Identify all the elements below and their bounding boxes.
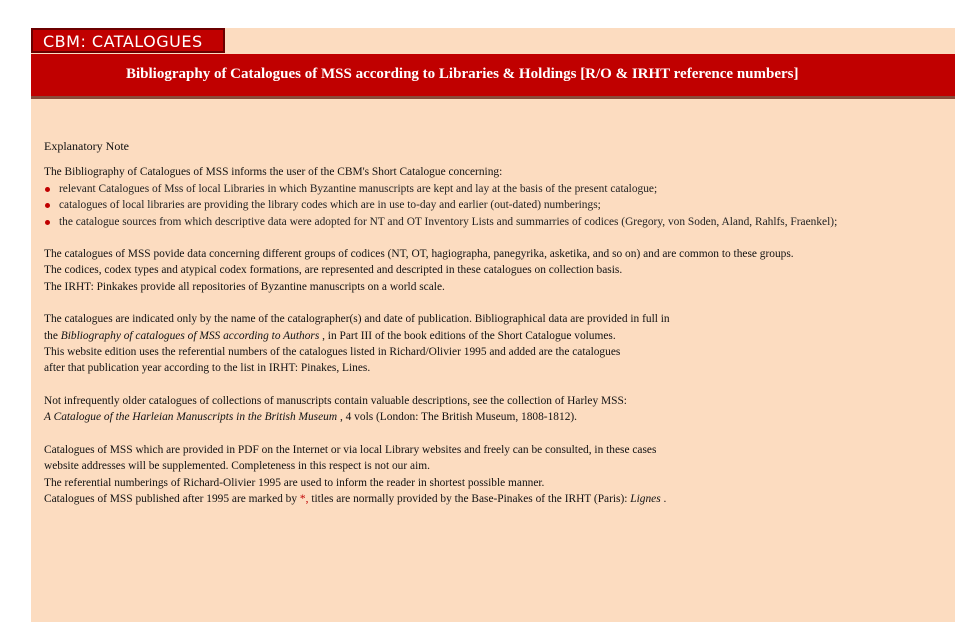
section-label-box [31, 28, 225, 53]
bullet-text: relevant Catalogues of Mss of local Libraries in which Byzantine manuscripts are kept and lay at the basis of the present catalogue; [59, 182, 658, 195]
bullet-text: the catalogue sources from which descriptive data were adopted for NT and OT Inventory Lists and summarries of codices (Gregory, von Soden, Aland, Rahlfs, Fraenkel); [59, 215, 838, 228]
text-span: titles are normally provided by the Base-Pinakes of the IRHT (Paris): [308, 492, 631, 505]
paragraph-line: The IRHT: Pinkakes provide all repositories of Byzantine manuscripts on a world scale. [44, 280, 445, 293]
paragraph-line: Not infrequently older catalogues of collections of manuscripts contain valuable descriptions, see the collection of Harley MSS: [44, 394, 627, 407]
paragraph-line [44, 491, 944, 507]
bullet-item [44, 197, 944, 213]
intro-text: The Bibliography of Catalogues of MSS informs the user of the CBM's Short Catalogue concerning: [44, 166, 503, 179]
text-span: , 4 vols (London: The British Museum, 1808-1812). [337, 411, 578, 424]
bullet-item [44, 214, 944, 230]
book-title: Bibliography of catalogues of MSS according to Authors [60, 329, 320, 342]
text-span: . [660, 492, 667, 505]
text-span: the [44, 329, 61, 342]
lignes-title: Lignes [630, 492, 661, 505]
section-label: CBM: CATALOGUES [43, 32, 203, 51]
text-span: Catalogues of MSS published after 1995 are marked by [44, 492, 300, 505]
paragraph-line: This website edition uses the referential numbers of the catalogues listed in Richard/Olivier 1995 and added are the catalogues [44, 346, 621, 359]
bullet-item [44, 181, 944, 197]
text-span: , in Part III of the book editions of the Short Catalogue volumes. [319, 329, 616, 342]
bullet-icon [45, 187, 50, 192]
paragraph-line [44, 409, 944, 425]
paragraph-line: The catalogues of MSS povide data concerning different groups of codices (NT, OT, hagiographa, panegyrika, asketika, and so on) and are common to these groups. [44, 248, 794, 261]
banner-shadow [31, 96, 955, 99]
asterisk-marker: *, [299, 492, 309, 505]
bullet-text: catalogues of local libraries are providing the library codes which are in use to-day and earlier (out-dated) numberings; [59, 199, 601, 212]
paragraph-line: Catalogues of MSS which are provided in PDF on the Internet or via local Library websites and freely can be consulted, in these cases [44, 443, 657, 456]
explanatory-note [44, 138, 944, 507]
book-title: A Catalogue of the Harleian Manuscripts in the British Museum [44, 411, 338, 424]
paragraph-line: website addresses will be supplemented. Completeness in this respect is not our aim. [44, 460, 430, 473]
paragraph-line: The catalogues are indicated only by the name of the catalographer(s) and date of publication. Bibliographical data are provided in full in [44, 313, 670, 326]
paragraph-line: The referential numberings of Richard-Olivier 1995 are used to inform the reader in shortest possible manner. [44, 476, 545, 489]
paragraph-line: The codices, codex types and atypical codex formations, are represented and descripted in these catalogues on collection basis. [44, 264, 623, 277]
paragraph-line [44, 328, 944, 344]
bullet-icon [45, 203, 50, 208]
bullet-icon [45, 220, 50, 225]
paragraph-line: after that publication year according to the list in IRHT: Pinakes, Lines. [44, 362, 371, 375]
title-banner [31, 54, 955, 96]
page-title: Bibliography of Catalogues of MSS according to Libraries & Holdings [R/O & IRHT reference numbers] [126, 66, 799, 82]
note-heading: Explanatory Note [44, 139, 129, 153]
